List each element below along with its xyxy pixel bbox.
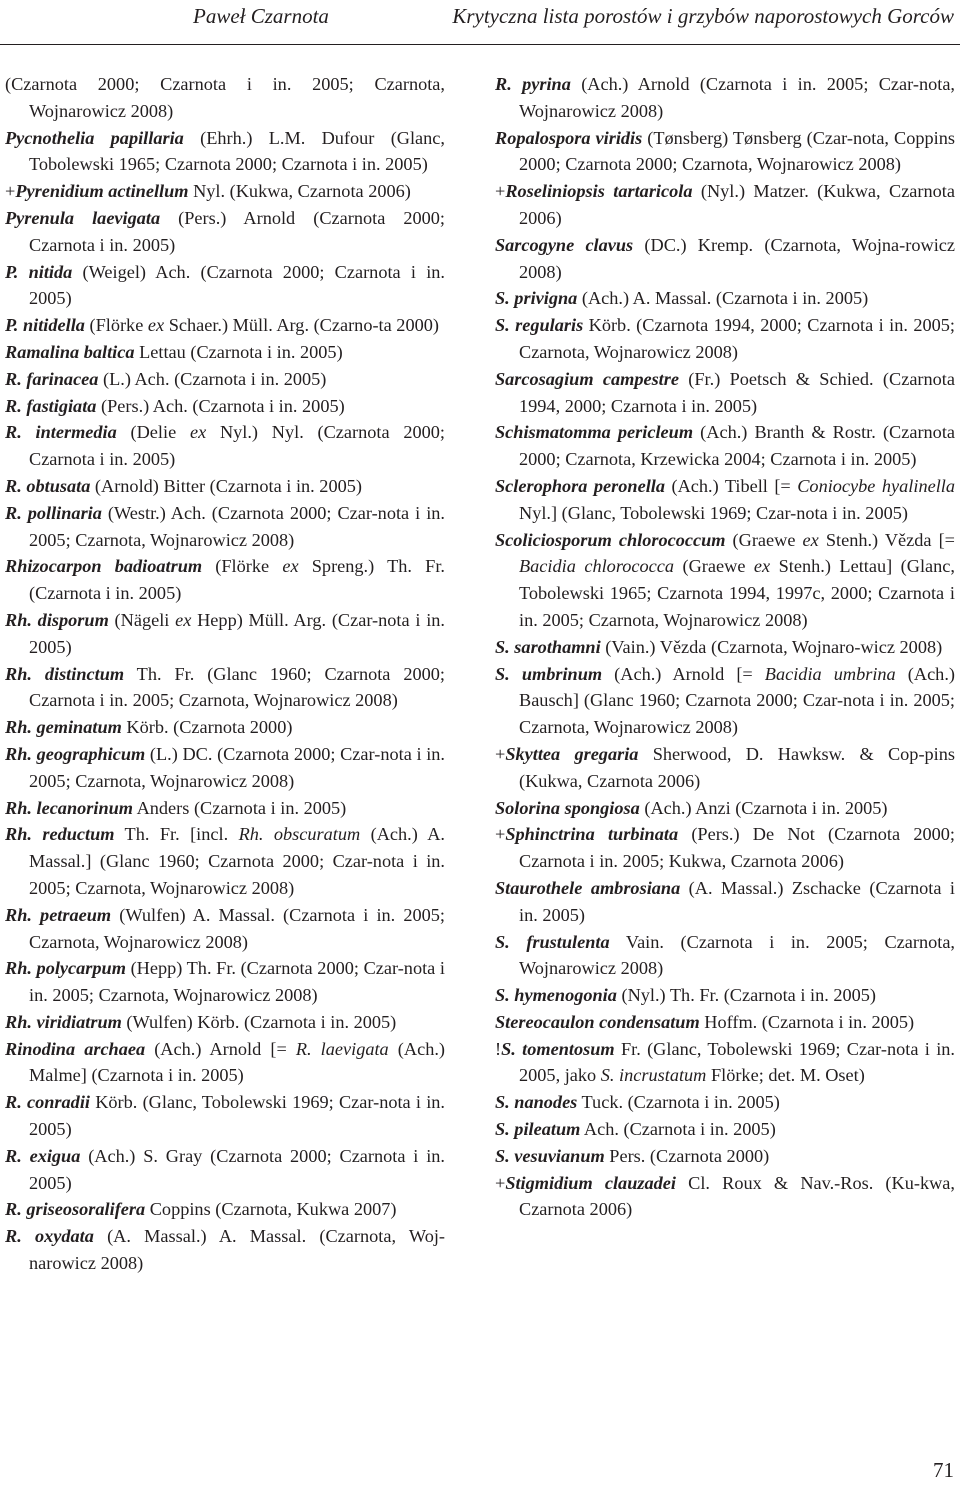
entry-text: Nyl.] (Glanc, Tobolewski 1969; Czar-nota i in. 2005): [519, 502, 908, 523]
species-name: R. pyrina: [495, 74, 571, 94]
entry-text: (Ach.) Arnold [=: [145, 1038, 296, 1059]
species-name: Rh. polycarpum: [5, 958, 126, 979]
species-name: S. privigna: [495, 288, 578, 309]
species-name: R. intermedia: [5, 422, 117, 443]
entry-text: (Ach.) Arnold [=: [602, 663, 765, 684]
entry-text: (Ach.) Malme] (Czarnota i in. 2005): [29, 1038, 445, 1086]
entry-text: (Ach.) A. Massal.] (Glanc 1960; Czarnota 2000; Czar-nota i in. 2005; Czarnota, Wojnarowicz 2008): [29, 824, 446, 898]
species-name: Stigmidium clauzadei: [505, 1172, 676, 1193]
species-name: P. nitida: [5, 261, 73, 282]
species-name: Ropalospora viridis: [495, 127, 643, 148]
species-name: S. nanodes: [495, 1092, 578, 1113]
list-entry: [495, 1170, 955, 1224]
entry-text: (Czarnota 2000; Czarnota i in. 2005; Czarnota, Wojnarowicz 2008): [5, 74, 445, 121]
list-entry: [5, 1036, 445, 1090]
list-entry: [495, 795, 955, 822]
list-entry: [495, 178, 955, 232]
entry-text: (Vain.) Vězda (Czarnota, Wojnaro-wicz 2008): [600, 636, 943, 657]
list-entry: [5, 71, 445, 125]
list-entry: [495, 1036, 955, 1090]
entry-text: (Westr.) Ach. (Czarnota 2000; Czar-nota i in. 2005; Czarnota, Wojnarowicz 2008): [29, 502, 445, 550]
entry-text: (Nägeli: [108, 609, 176, 630]
entry-text: (A. Massal.) Zschacke (Czarnota i in. 2005): [519, 877, 955, 925]
species-name: Rinodina archaea: [5, 1038, 146, 1059]
species-name: S. hymenogonia: [495, 985, 617, 1006]
entry-text: (Ach.) S. Gray (Czarnota 2000; Czarnota i in. 2005): [29, 1145, 445, 1193]
entry-text: (Weigel) Ach. (Czarnota 2000; Czarnota i in. 2005): [29, 261, 445, 309]
list-entry: [5, 661, 445, 715]
entry-text: Fr. (Glanc, Tobolewski 1969; Czar-nota i in. 2005, jako: [519, 1038, 955, 1086]
species-name: Sarcosagium campestre: [495, 368, 679, 389]
species-name: Rhizocarpon badioatrum: [5, 556, 203, 577]
species-name: Scoliciosporum chlorococcum: [495, 529, 726, 550]
entry-text: (Ach.) A. Massal. (Czarnota i in. 2005): [577, 288, 869, 309]
list-entry: [5, 393, 445, 420]
list-entry: [495, 982, 955, 1009]
italic-text: R. laevigata: [295, 1038, 389, 1059]
italic-text: S. incrustatum: [600, 1065, 707, 1086]
italic-text: ex: [189, 422, 207, 443]
species-name: Rh. geographicum: [5, 743, 146, 764]
entry-text: (Pers.) Ach. (Czarnota i in. 2005): [96, 395, 345, 416]
species-name: Sphinctrina turbinata: [505, 824, 679, 845]
entry-text: +: [495, 743, 506, 764]
species-name: Sarcogyne clavus: [495, 234, 634, 255]
entry-text: (Ehrh.) L.M. Dufour (Glanc, Tobolewski 1965; Czarnota 2000; Czarnota i in. 2005): [29, 127, 445, 175]
entry-text: Spreng.) Th. Fr. (Czarnota i in. 2005): [29, 556, 445, 604]
list-entry: [495, 71, 955, 125]
italic-text: Coniocybe hyalinella: [797, 475, 956, 496]
italic-text: ex: [147, 315, 165, 336]
italic-text: Rh. obscuratum: [238, 824, 361, 845]
entry-text: (Arnold) Bitter (Czarnota i in. 2005): [90, 475, 362, 496]
entry-text: Pers. (Czarnota 2000): [604, 1145, 770, 1166]
species-name: P. nitidella: [5, 315, 85, 336]
list-entry: [495, 1116, 955, 1143]
list-entry: [495, 527, 955, 634]
list-entry: [495, 1143, 955, 1170]
list-entry: [495, 1009, 955, 1036]
entry-text: Th. Fr. (Glanc 1960; Czarnota 2000; Czarnota i in. 2005; Czarnota, Wojnarowicz 2008): [29, 663, 445, 711]
species-name: R. exigua: [5, 1145, 81, 1166]
entry-text: (Nyl.) Matzer. (Kukwa, Czarnota 2006): [519, 181, 955, 228]
list-entry: [5, 473, 445, 500]
entry-text: Ach. (Czarnota i in. 2005): [580, 1119, 776, 1140]
species-name: S. umbrinum: [495, 663, 603, 684]
entry-text: (Ach.) Bausch] (Glanc 1960; Czarnota 2000; Czar-nota i in. 2005; Czarnota, Wojnarowicz 2008): [519, 663, 955, 738]
species-name: Rh. distinctum: [5, 663, 125, 684]
entry-text: Körb. (Czarnota 1994, 2000; Czarnota i in. 2005; Czarnota, Wojnarowicz 2008): [519, 315, 955, 362]
species-name: S. regularis: [495, 315, 584, 336]
entry-text: (Pers.) De Not (Czarnota 2000; Czarnota i in. 2005; Kukwa, Czarnota 2006): [519, 824, 955, 872]
species-name: Schismatomma pericleum: [495, 422, 694, 443]
species-name: Staurothele ambrosiana: [495, 877, 681, 898]
list-entry: [495, 285, 955, 312]
species-name: Rh. geminatum: [5, 717, 122, 738]
list-entry: [495, 473, 955, 527]
species-name: Rh. viridiatrum: [5, 1011, 122, 1032]
entry-text: Stenh.) Vězda [=: [818, 529, 955, 550]
entry-text: Lettau (Czarnota i in. 2005): [134, 341, 343, 362]
species-name: S. tomentosum: [501, 1038, 615, 1059]
list-entry: [5, 366, 445, 393]
entry-text: (Ach.) Tibell [=: [665, 475, 798, 496]
list-entry: [495, 232, 955, 286]
species-name: Rh. petraeum: [5, 904, 112, 925]
list-entry: [5, 714, 445, 741]
entry-text: Anders (Czarnota i in. 2005): [133, 797, 347, 818]
species-name: R. obtusata: [5, 475, 91, 496]
italic-text: Bacidia umbrina: [764, 663, 896, 684]
entry-text: Hoffm. (Czarnota i in. 2005): [699, 1011, 915, 1032]
species-name: Pycnothelia papillaria: [5, 127, 184, 148]
entry-text: Schaer.) Müll. Arg. (Czarno-ta 2000): [164, 315, 439, 336]
entry-text: Sherwood, D. Hawksw. & Cop-pins (Kukwa, Czarnota 2006): [519, 743, 956, 791]
entry-text: (Ach.) Arnold (Czarnota i in. 2005; Czar-nota, Wojnarowicz 2008): [519, 74, 955, 121]
species-name: Sclerophora peronella: [495, 475, 666, 496]
entry-text: +: [495, 824, 506, 845]
list-entry: [5, 205, 445, 259]
entry-text: +: [5, 181, 16, 202]
entry-text: (Ach.) Branth & Rostr. (Czarnota 2000; Czarnota, Krzewicka 2004; Czarnota i in. 2005): [519, 422, 956, 470]
header-title: Krytyczna lista porostów i grzybów naporostowych Gorców: [452, 4, 954, 28]
header-rule: [0, 44, 960, 45]
list-entry: [5, 339, 445, 366]
list-entry: [5, 553, 445, 607]
species-name: Pyrenidium actinellum: [15, 181, 189, 202]
list-entry: [495, 366, 955, 420]
species-name: R. oxydata: [5, 1226, 94, 1247]
entry-text: Hepp) Müll. Arg. (Czar-nota i in. 2005): [29, 609, 445, 657]
entry-text: (Pers.) Arnold (Czarnota 2000; Czarnota i in. 2005): [29, 207, 445, 255]
species-name: Roseliniopsis tartaricola: [505, 181, 693, 202]
list-entry: [5, 607, 445, 661]
list-entry: [5, 312, 445, 339]
entry-text: Flörke; det. M. Oset): [706, 1065, 865, 1086]
list-entry: [5, 741, 445, 795]
entry-text: +: [495, 1172, 506, 1193]
list-entry: [495, 741, 955, 795]
italic-text: ex: [753, 556, 771, 577]
list-entry: [5, 1196, 445, 1223]
italic-text: Bacidia chlorococca: [519, 556, 675, 577]
list-entry: [5, 178, 445, 205]
species-name: Stereocaulon condensatum: [495, 1011, 700, 1032]
species-name: Rh. reductum: [5, 824, 115, 845]
list-entry: [5, 955, 445, 1009]
entry-text: Stenh.) Lettau] (Glanc, Tobolewski 1965; Czarnota 1994, 1997c, 2000; Czarnota i in. 2005; Czarnota, Wojnarowicz 2008): [519, 556, 955, 630]
species-name: Ramalina baltica: [5, 341, 135, 362]
list-entry: [5, 125, 445, 179]
species-name: R. griseosoralifera: [5, 1199, 146, 1220]
entry-text: !: [495, 1038, 502, 1059]
entry-text: Körb. (Czarnota 2000): [121, 717, 293, 738]
entry-text: (Flörke: [84, 315, 148, 336]
species-name: S. pileatum: [495, 1119, 581, 1140]
species-name: Solorina spongiosa: [495, 797, 640, 818]
species-name: R. conradii: [5, 1092, 90, 1113]
list-entry: [495, 419, 955, 473]
list-entry: [495, 1089, 955, 1116]
entry-text: (Graewe: [674, 556, 754, 577]
entry-text: Nyl.) Nyl. (Czarnota 2000; Czarnota i in. 2005): [29, 422, 445, 470]
entry-text: Nyl. (Kukwa, Czarnota 2006): [188, 181, 411, 202]
list-entry: [5, 1223, 445, 1277]
entry-text: Tuck. (Czarnota i in. 2005): [577, 1092, 780, 1113]
entry-text: (Ach.) Anzi (Czarnota i in. 2005): [639, 797, 888, 818]
species-name: R. pollinaria: [5, 502, 102, 523]
list-entry: [5, 419, 445, 473]
entry-text: (Graewe: [725, 529, 803, 550]
italic-text: ex: [282, 556, 299, 577]
entry-text: Vain. (Czarnota i in. 2005; Czarnota, Wojnarowicz 2008): [519, 931, 956, 979]
entry-text: (Nyl.) Th. Fr. (Czarnota i in. 2005): [616, 985, 877, 1006]
species-name: S. frustulenta: [495, 931, 610, 952]
species-name: S. vesuvianum: [495, 1145, 605, 1166]
entry-text: +: [495, 181, 506, 202]
species-name: R. farinacea: [5, 368, 99, 389]
list-entry: [5, 259, 445, 313]
list-entry: [495, 929, 955, 983]
list-entry: [495, 821, 955, 875]
entry-text: (A. Massal.) A. Massal. (Czarnota, Woj-narowicz 2008): [29, 1226, 445, 1274]
right-column: [495, 71, 955, 1223]
header-author: Paweł Czarnota: [193, 4, 329, 28]
entry-text: (L.) Ach. (Czarnota i in. 2005): [98, 368, 327, 389]
entry-text: (Wulfen) A. Massal. (Czarnota i in. 2005; Czarnota, Wojnarowicz 2008): [29, 904, 445, 952]
list-entry: [5, 500, 445, 554]
entry-text: Th. Fr. [incl.: [114, 824, 239, 845]
species-name: Rh. lecanorinum: [5, 797, 134, 818]
list-entry: [495, 634, 955, 661]
entry-text: (Tønsberg) Tønsberg (Czar-nota, Coppins 2000; Czarnota 2000; Czarnota, Wojnarowicz 2008): [519, 127, 955, 175]
list-entry: [495, 312, 955, 366]
list-entry: [5, 1009, 445, 1036]
left-column: [5, 71, 445, 1277]
species-name: R. fastigiata: [5, 395, 97, 416]
running-header: [0, 0, 960, 44]
entry-text: Körb. (Glanc, Tobolewski 1969; Czar-nota i in. 2005): [29, 1092, 446, 1140]
list-entry: [5, 902, 445, 956]
list-entry: [5, 1089, 445, 1143]
list-entry: [495, 125, 955, 179]
entry-text: (Wulfen) Körb. (Czarnota i in. 2005): [121, 1011, 397, 1032]
italic-text: ex: [175, 609, 192, 630]
entry-text: (Hepp) Th. Fr. (Czarnota 2000; Czar-nota i in. 2005; Czarnota, Wojnarowicz 2008): [29, 958, 445, 1006]
species-name: Skyttea gregaria: [505, 743, 639, 764]
entry-text: (Flörke: [202, 556, 283, 577]
list-entry: [495, 661, 955, 741]
species-name: Pyrenula laevigata: [5, 207, 161, 228]
species-name: S. sarothamni: [495, 636, 601, 657]
entry-text: Cl. Roux & Nav.-Ros. (Ku-kwa, Czarnota 2006): [519, 1172, 955, 1220]
species-name: Rh. disporum: [5, 609, 109, 630]
entry-text: (L.) DC. (Czarnota 2000; Czar-nota i in. 2005; Czarnota, Wojnarowicz 2008): [29, 743, 445, 791]
entry-text: (Delie: [116, 422, 190, 443]
list-entry: [5, 1143, 445, 1197]
entry-text: (DC.) Kremp. (Czarnota, Wojna-rowicz 2008): [519, 234, 955, 282]
list-entry: [495, 875, 955, 929]
entry-text: (Fr.) Poetsch & Schied. (Czarnota 1994, 2000; Czarnota i in. 2005): [519, 368, 955, 416]
list-entry: [5, 821, 445, 901]
page-number: 71: [933, 1458, 954, 1482]
list-entry: [5, 795, 445, 822]
italic-text: ex: [802, 529, 819, 550]
entry-text: Coppins (Czarnota, Kukwa 2007): [145, 1199, 397, 1220]
